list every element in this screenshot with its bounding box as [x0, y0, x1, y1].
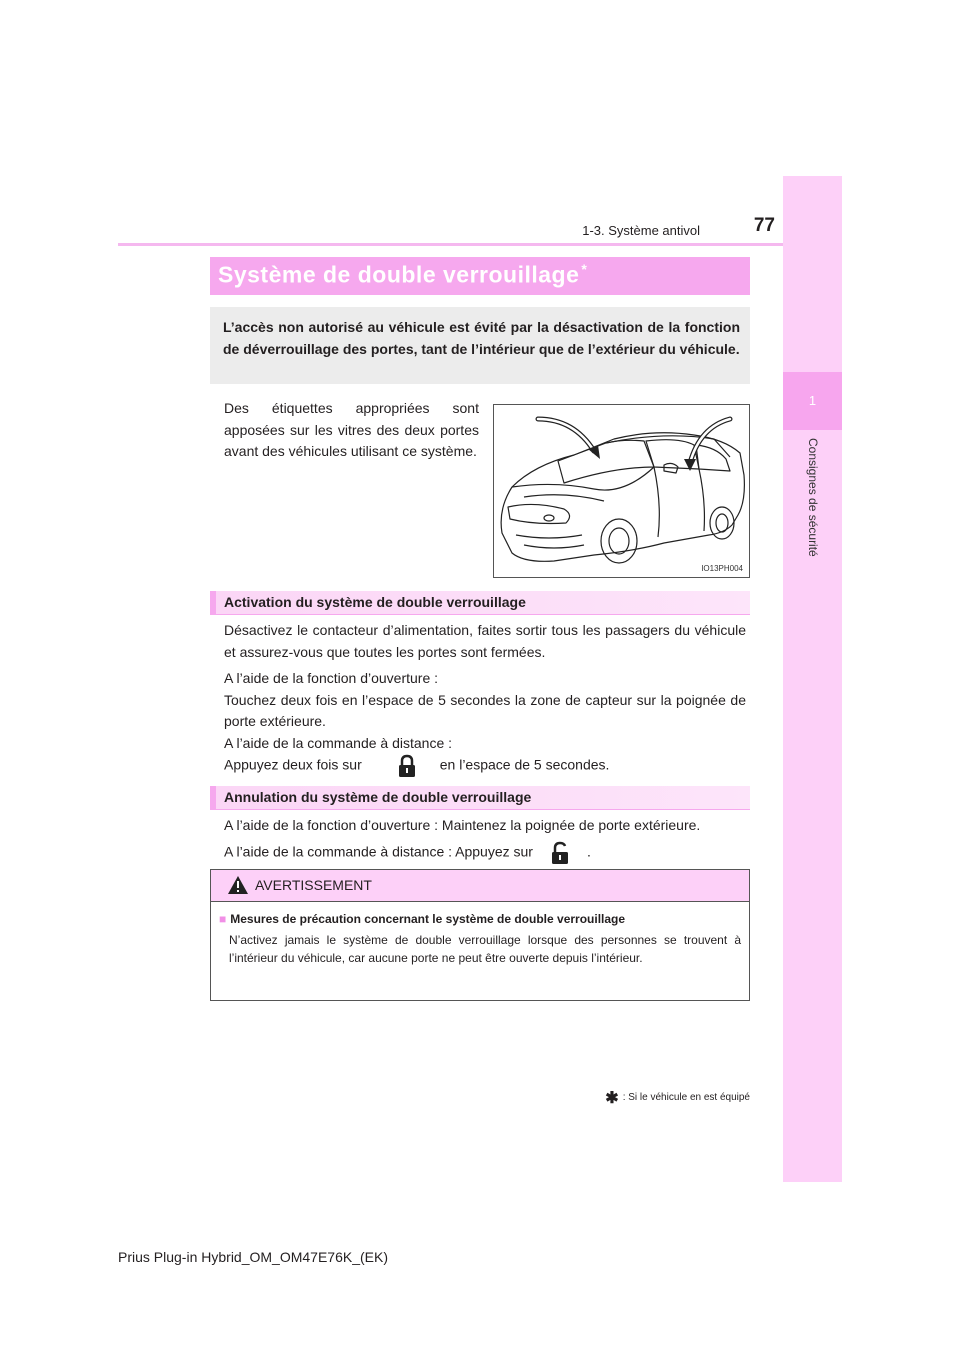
activation-heading: Activation du système de double verrouillage: [224, 594, 526, 610]
lock-icon: [394, 754, 420, 778]
footnote-text: : Si le véhicule en est équipé: [622, 1092, 750, 1103]
entry-function-label: A l’aide de la fonction d’ouverture :: [224, 670, 439, 686]
section-reference: 1-3. Système antivol: [582, 223, 700, 238]
warning-heading: AVERTISSEMENT: [255, 877, 372, 893]
cancellation-remote: [224, 841, 746, 865]
activation-heading-bar: [210, 591, 750, 615]
warning-item-title: [219, 912, 741, 926]
warning-body: [219, 912, 741, 967]
warning-item-title-text: Mesures de précaution concernant le système de double verrouillage: [230, 912, 626, 926]
page-number: 77: [753, 215, 775, 236]
remote-label: A l’aide de la commande à distance :: [224, 734, 453, 751]
bullet-square-icon: ■: [219, 912, 227, 926]
intro-box: [210, 307, 750, 384]
optional-equipment-marker: *: [581, 261, 588, 277]
remote-instruction: [224, 754, 746, 778]
chapter-side-tab: [783, 176, 842, 1182]
warning-box: [210, 869, 750, 1001]
cancellation-remote-start: A l’aide de la commande à distance : Appuyez sur: [224, 843, 533, 860]
warning-header: [211, 870, 749, 902]
labels-paragraph: Des étiquettes appropriées sont apposées sur les vitres des deux portes avant des véhicules utilisant ce système.: [224, 400, 479, 459]
chapter-number-tab[interactable]: [783, 372, 842, 430]
cancellation-heading: Annulation du système de double verrouillage: [224, 789, 532, 805]
vehicle-illustration: [493, 404, 750, 578]
footnote: [560, 1088, 750, 1108]
cancellation-entry-function: A l’aide de la fonction d’ouverture : Maintenez la poignée de porte extérieure.: [224, 817, 701, 833]
remote-instruction-end: en l’espace de 5 secondes.: [439, 756, 610, 773]
page-title-text: Système de double verrouillage: [218, 261, 580, 288]
activation-paragraph-2: [224, 668, 746, 778]
activation-paragraph-1: Désactivez le contacteur d’alimentation, faites sortir tous les passagers du véhicule et assurez-vous que toutes les portes sont fermées.: [224, 622, 746, 660]
activation-body: [224, 620, 746, 778]
asterisk-icon: ✱: [605, 1090, 619, 1107]
car-drawing-icon: [494, 405, 749, 577]
intro-text: L’accès non autorisé au véhicule est évité par la désactivation de la fonction de déverrouillage des portes, tant de l’intérieur que de l’extérieur du véhicule.: [223, 319, 740, 357]
chapter-label: Consignes de sécurité: [805, 438, 820, 557]
cancellation-remote-end: .: [586, 843, 591, 860]
warning-triangle-icon: [227, 875, 249, 895]
chapter-number: 1: [808, 393, 817, 408]
warning-item-text: N’activez jamais le système de double verrouillage lorsque des personnes se trouvent à l’intérieur du véhicule, car aucune porte ne peut être ouverte depuis l’intérieur.: [229, 933, 741, 965]
unlock-icon: [547, 841, 573, 865]
manual-footer: Prius Plug-in Hybrid_OM_OM47E76K_(EK): [118, 1249, 388, 1265]
remote-instruction-start: Appuyez deux fois sur: [224, 756, 362, 773]
header-divider: [118, 243, 783, 246]
cancellation-heading-bar: [210, 786, 750, 810]
heading-accent: [210, 591, 216, 614]
heading-accent: [210, 786, 216, 809]
chapter-label-container: [783, 430, 842, 630]
page-title: [218, 261, 587, 289]
cancellation-body: [224, 815, 746, 865]
figure-id: IO13PH004: [701, 564, 743, 573]
entry-function-instruction: Touchez deux fois en l’espace de 5 secondes la zone de capteur sur la poignée de porte extérieure.: [224, 691, 746, 729]
page-title-bar: [210, 257, 750, 295]
